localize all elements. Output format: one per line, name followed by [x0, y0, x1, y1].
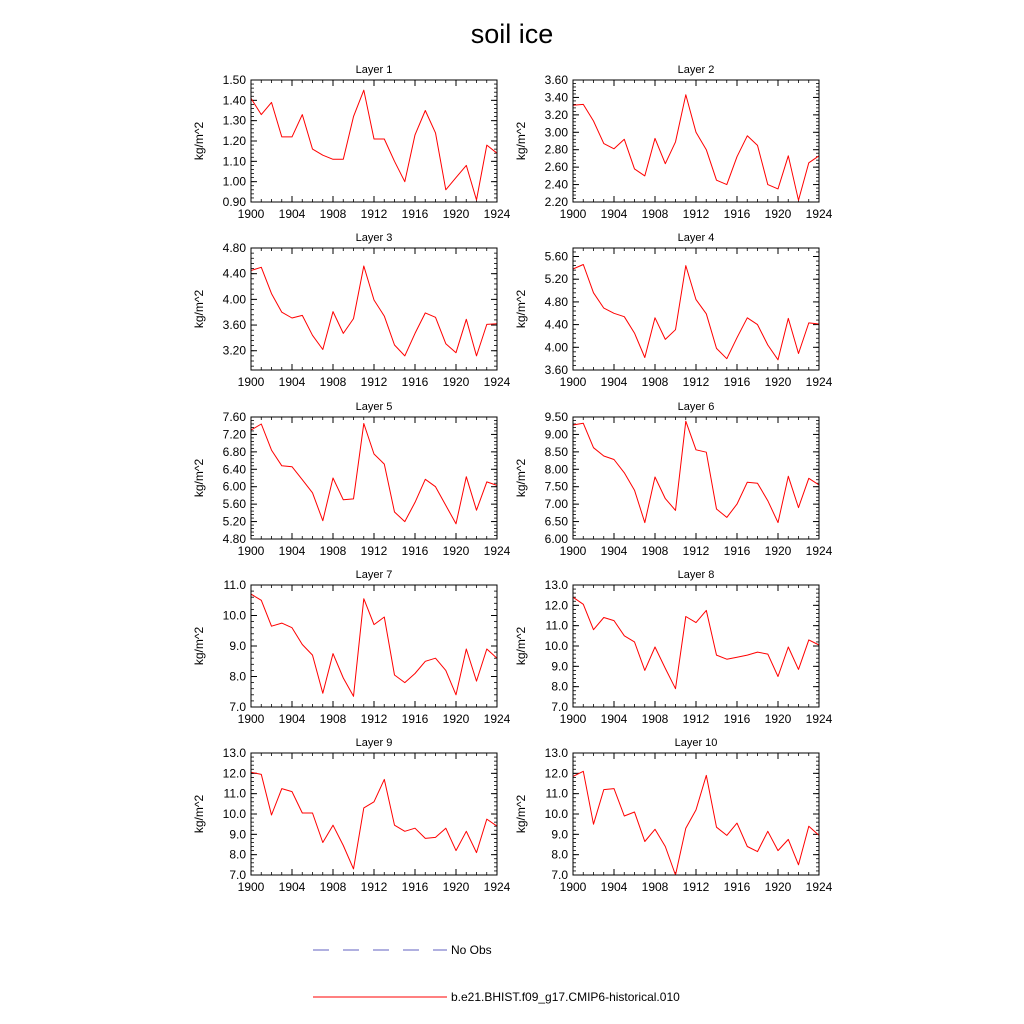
y-tick-label: 9.0	[229, 639, 246, 653]
x-tick-label: 1924	[805, 712, 833, 726]
y-tick-label: 13.0	[222, 746, 246, 760]
y-tick-label: 7.00	[544, 497, 568, 512]
y-axis-label: kg/m^2	[514, 458, 528, 498]
x-tick-label: 1912	[682, 880, 710, 894]
y-tick-label: 9.50	[544, 410, 568, 424]
y-tick-label: 9.0	[551, 659, 568, 674]
y-tick-label: 4.80	[222, 241, 246, 255]
x-tick-label: 1920	[764, 712, 792, 726]
y-tick-label: 6.00	[222, 479, 246, 494]
x-tick-label: 1920	[764, 207, 792, 221]
y-tick-label: 0.90	[222, 195, 246, 209]
x-tick-label: 1904	[600, 544, 628, 558]
x-tick-label: 1920	[442, 880, 470, 894]
y-tick-label: 7.60	[222, 410, 246, 424]
y-tick-label: 4.80	[544, 294, 568, 309]
panel-title: Layer 4	[677, 232, 715, 244]
y-tick-label: 1.10	[222, 154, 246, 169]
x-tick-label: 1904	[600, 712, 628, 726]
x-tick-label: 1924	[483, 712, 511, 726]
panel-title: Layer 6	[677, 401, 715, 413]
x-tick-label: 1916	[723, 207, 751, 221]
y-tick-label: 6.00	[544, 532, 568, 546]
panel-title: Layer 9	[355, 737, 393, 749]
x-tick-label: 1916	[401, 375, 429, 389]
x-tick-label: 1900	[559, 544, 587, 558]
y-tick-label: 7.0	[229, 700, 246, 714]
y-tick-label: 11.0	[223, 786, 246, 801]
y-tick-label: 5.20	[544, 272, 568, 287]
x-tick-label: 1900	[237, 880, 265, 894]
y-tick-label: 13.0	[544, 746, 568, 760]
y-axis-label: kg/m^2	[192, 289, 206, 329]
x-tick-label: 1920	[764, 375, 792, 389]
y-tick-label: 8.00	[544, 462, 568, 477]
x-tick-label: 1900	[237, 712, 265, 726]
x-tick-label: 1924	[805, 544, 833, 558]
panel-title: Layer 5	[355, 401, 393, 413]
x-tick-label: 1908	[319, 544, 347, 558]
x-tick-label: 1900	[559, 207, 587, 221]
y-axis-label: kg/m^2	[514, 289, 528, 329]
y-tick-label: 1.30	[222, 113, 246, 128]
y-tick-label: 3.60	[222, 318, 246, 333]
y-tick-label: 7.0	[551, 868, 568, 882]
y-tick-label: 5.20	[222, 514, 246, 529]
y-tick-label: 1.50	[222, 73, 246, 87]
x-tick-label: 1916	[401, 712, 429, 726]
x-tick-label: 1904	[278, 880, 306, 894]
y-tick-label: 1.20	[222, 134, 246, 148]
y-tick-label: 8.0	[551, 679, 568, 694]
x-tick-label: 1916	[723, 544, 751, 558]
x-tick-label: 1924	[483, 375, 511, 389]
x-tick-label: 1912	[682, 207, 710, 221]
y-tick-label: 7.0	[551, 700, 568, 714]
x-tick-label: 1904	[278, 375, 306, 389]
x-tick-label: 1912	[360, 375, 388, 389]
x-tick-label: 1904	[278, 544, 306, 558]
x-tick-label: 1920	[764, 544, 792, 558]
x-tick-label: 1924	[483, 880, 511, 894]
y-axis-label: kg/m^2	[192, 121, 206, 161]
panel-title: Layer 2	[677, 64, 715, 76]
legend-no-obs-label: No Obs	[451, 943, 492, 957]
x-tick-label: 1916	[401, 207, 429, 221]
x-tick-label: 1916	[401, 544, 429, 558]
y-tick-label: 7.20	[222, 427, 246, 442]
y-tick-label: 10.0	[222, 608, 246, 623]
y-tick-label: 12.0	[544, 766, 568, 781]
y-tick-label: 10.0	[222, 807, 246, 821]
x-tick-label: 1908	[319, 880, 347, 894]
x-tick-label: 1904	[600, 880, 628, 894]
x-tick-label: 1924	[483, 544, 511, 558]
figure-title: soil ice	[470, 19, 554, 49]
x-tick-label: 1912	[360, 207, 388, 221]
x-tick-label: 1908	[641, 712, 669, 726]
x-tick-label: 1912	[360, 880, 388, 894]
y-tick-label: 9.0	[229, 827, 246, 842]
x-tick-label: 1908	[319, 207, 347, 221]
x-tick-label: 1904	[278, 207, 306, 221]
panel-title: Layer 10	[674, 737, 718, 749]
y-tick-label: 11.0	[545, 786, 568, 801]
x-tick-label: 1900	[237, 207, 265, 221]
x-tick-label: 1916	[723, 375, 751, 389]
y-tick-label: 10.0	[544, 639, 568, 653]
y-axis-label: kg/m^2	[192, 626, 206, 666]
x-tick-label: 1900	[559, 375, 587, 389]
y-tick-label: 7.50	[544, 479, 568, 494]
x-tick-label: 1908	[641, 880, 669, 894]
y-tick-label: 4.00	[222, 292, 246, 307]
y-tick-label: 7.0	[229, 868, 246, 882]
x-tick-label: 1908	[641, 375, 669, 389]
y-tick-label: 8.50	[544, 444, 568, 459]
x-tick-label: 1916	[401, 880, 429, 894]
y-tick-label: 3.40	[544, 90, 568, 105]
y-tick-label: 2.40	[544, 177, 568, 192]
y-tick-label: 4.40	[544, 317, 568, 332]
x-tick-label: 1904	[278, 712, 306, 726]
x-tick-label: 1920	[442, 712, 470, 726]
y-tick-label: 12.0	[544, 598, 568, 613]
x-tick-label: 1912	[682, 712, 710, 726]
x-tick-label: 1908	[641, 207, 669, 221]
x-tick-label: 1916	[723, 712, 751, 726]
y-tick-label: 6.40	[222, 462, 246, 477]
y-tick-label: 6.80	[222, 444, 246, 459]
y-tick-label: 12.0	[222, 766, 246, 781]
y-tick-label: 2.60	[544, 160, 568, 175]
y-axis-label: kg/m^2	[192, 458, 206, 498]
x-tick-label: 1912	[682, 375, 710, 389]
y-tick-label: 8.0	[229, 847, 246, 862]
y-tick-label: 4.40	[222, 266, 246, 281]
y-tick-label: 9.00	[544, 427, 568, 442]
y-tick-label: 8.0	[229, 669, 246, 684]
x-tick-label: 1920	[442, 544, 470, 558]
x-tick-label: 1920	[442, 207, 470, 221]
y-tick-label: 3.60	[544, 73, 568, 87]
legend-model-label: b.e21.BHIST.f09_g17.CMIP6-historical.010	[451, 990, 680, 1004]
panel-title: Layer 7	[355, 569, 393, 581]
y-tick-label: 1.00	[222, 174, 246, 189]
y-tick-label: 3.00	[544, 125, 568, 140]
panel-title: Layer 8	[677, 569, 715, 581]
y-tick-label: 13.0	[544, 578, 568, 592]
y-axis-label: kg/m^2	[192, 794, 206, 834]
y-tick-label: 11.0	[545, 618, 568, 633]
y-tick-label: 3.20	[222, 343, 246, 358]
x-tick-label: 1924	[483, 207, 511, 221]
x-tick-label: 1904	[600, 375, 628, 389]
x-tick-label: 1916	[723, 880, 751, 894]
y-tick-label: 2.20	[544, 195, 568, 209]
x-tick-label: 1904	[600, 207, 628, 221]
y-tick-label: 6.50	[544, 514, 568, 529]
x-tick-label: 1908	[641, 544, 669, 558]
x-tick-label: 1900	[237, 544, 265, 558]
y-tick-label: 2.80	[544, 142, 568, 157]
x-tick-label: 1912	[360, 712, 388, 726]
x-tick-label: 1908	[319, 712, 347, 726]
y-tick-label: 3.20	[544, 107, 568, 122]
x-tick-label: 1920	[764, 880, 792, 894]
y-axis-label: kg/m^2	[514, 794, 528, 834]
x-tick-label: 1900	[237, 375, 265, 389]
panel-title: Layer 1	[355, 64, 393, 76]
x-tick-label: 1924	[805, 880, 833, 894]
y-tick-label: 1.40	[222, 93, 246, 108]
y-tick-label: 9.0	[551, 827, 568, 842]
y-tick-label: 5.60	[222, 497, 246, 512]
x-tick-label: 1912	[682, 544, 710, 558]
y-tick-label: 8.0	[551, 847, 568, 862]
y-tick-label: 4.80	[222, 532, 246, 546]
x-tick-label: 1900	[559, 880, 587, 894]
x-tick-label: 1924	[805, 375, 833, 389]
panel-title: Layer 3	[355, 232, 393, 244]
y-tick-label: 10.0	[544, 807, 568, 821]
x-tick-label: 1908	[319, 375, 347, 389]
y-tick-label: 11.0	[223, 578, 246, 592]
x-tick-label: 1900	[559, 712, 587, 726]
y-tick-label: 5.60	[544, 249, 568, 264]
x-tick-label: 1924	[805, 207, 833, 221]
y-axis-label: kg/m^2	[514, 121, 528, 161]
y-axis-label: kg/m^2	[514, 626, 528, 666]
x-tick-label: 1912	[360, 544, 388, 558]
y-tick-label: 4.00	[544, 340, 568, 355]
x-tick-label: 1920	[442, 375, 470, 389]
y-tick-label: 3.60	[544, 363, 568, 377]
